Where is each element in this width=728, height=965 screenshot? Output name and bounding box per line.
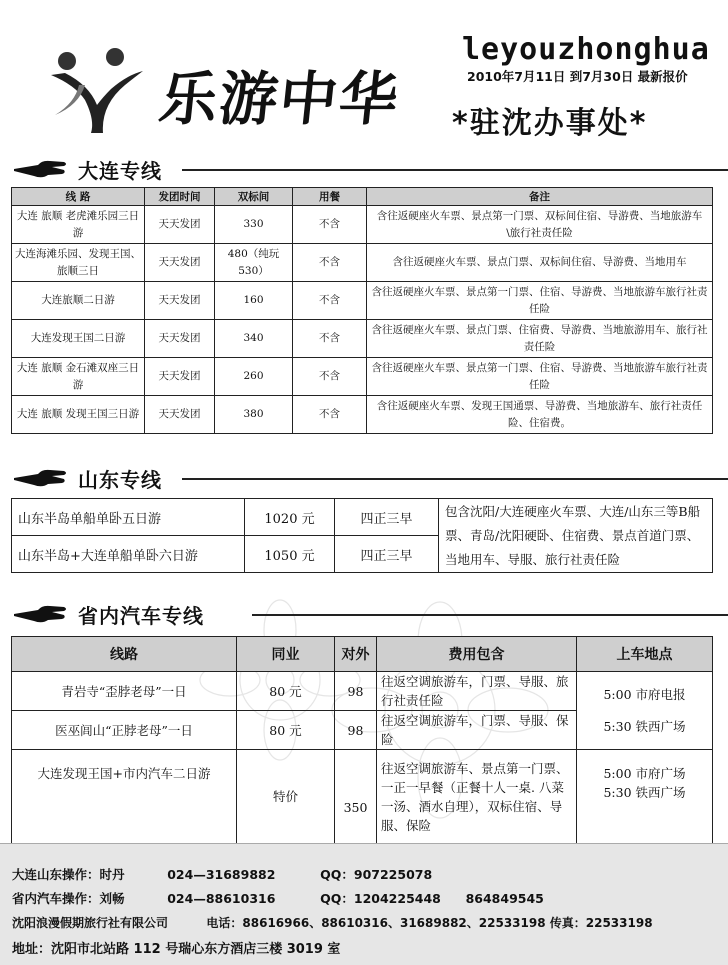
- qq-number: QQ：1204225448: [320, 891, 441, 906]
- time-cell: 天天发团: [145, 320, 215, 358]
- remark-cell: 含往返硬座火车票、景点门票、住宿费、导游费、当地旅游用车、旅行社责任险: [367, 320, 713, 358]
- time-cell: 天天发团: [145, 396, 215, 434]
- phone-number: 024—88610316: [167, 891, 276, 906]
- price-cell: 160: [215, 282, 293, 320]
- time-cell: 天天发团: [145, 282, 215, 320]
- remark-cell: 含往返硬座火车票、景点第一门票、住宿、导游费、当地旅游车旅行社责任险: [367, 358, 713, 396]
- public-price-cell: 98: [335, 711, 377, 750]
- pointing-hand-icon: [12, 467, 68, 489]
- pickup-cell: [577, 672, 713, 750]
- col-header-price: 双标间: [215, 188, 293, 206]
- price-cell: 480（纯玩 530）: [215, 244, 293, 282]
- table-row: [12, 499, 713, 536]
- contact-row-2: [12, 889, 544, 907]
- divider-line: [182, 169, 728, 171]
- pointing-hand-icon: [12, 603, 68, 625]
- col-header-route: 线 路: [12, 188, 145, 206]
- remark-cell: 含往返硬座火车票、景点门票、双标间住宿、导游费、当地用车: [367, 244, 713, 282]
- section-header-province: [12, 599, 728, 629]
- meal-cell: 不含: [293, 244, 367, 282]
- office-title: *驻沈办事处*: [452, 106, 648, 141]
- meal-cell: 四正三早: [335, 499, 439, 536]
- public-price-cell: 350: [335, 750, 377, 844]
- peer-price-cell: 80 元: [237, 672, 335, 711]
- meal-cell: 四正三早: [335, 536, 439, 573]
- route-cell: 大连海滩乐园、发现王国、旅顺三日: [12, 244, 145, 282]
- price-cell: 380: [215, 396, 293, 434]
- route-cell: 山东半岛单船单卧五日游: [12, 499, 245, 536]
- route-cell: 大连 旅顺 老虎滩乐园三日游: [12, 206, 145, 244]
- remark-cell: 包含沈阳/大连硬座火车票、大连/山东三等B船票、青岛/沈阳硬卧、住宿费、景点首道门票、当地用车、导服、旅行社责任险: [439, 499, 713, 573]
- shandong-price-table: [11, 498, 713, 573]
- table-row: [12, 358, 713, 396]
- table-row: [12, 282, 713, 320]
- table-row: [12, 206, 713, 244]
- col-header-route: 线路: [12, 637, 237, 672]
- price-dateline: 2010年7月11日 到7月30日 最新报价: [467, 69, 688, 84]
- brand-pinyin: leyouzhonghua: [462, 32, 710, 67]
- table-row: [12, 750, 713, 844]
- col-header-included: 费用包含: [377, 637, 577, 672]
- divider-line: [182, 478, 728, 480]
- company-name: 沈阳浪漫假期旅行社有限公司: [12, 916, 169, 930]
- peer-price-cell: 特价: [237, 750, 335, 844]
- col-header-time: 发团时间: [145, 188, 215, 206]
- table-row: [12, 320, 713, 358]
- route-cell: 大连 旅顺 发现王国三日游: [12, 396, 145, 434]
- contact-row-4: [12, 938, 340, 957]
- time-cell: 天天发团: [145, 358, 215, 396]
- route-cell: 大连 旅顺 金石滩双座三日游: [12, 358, 145, 396]
- contact-row-1: [12, 865, 432, 883]
- route-cell: 医巫闾山“正脖老母”一日: [12, 711, 237, 750]
- meal-cell: 不含: [293, 206, 367, 244]
- route-cell: 大连发现王国+市内汽车二日游: [12, 750, 237, 844]
- province-bus-table: [11, 636, 713, 844]
- contact-row-3: [12, 914, 653, 931]
- table-row: [12, 244, 713, 282]
- route-cell: 大连旅顺二日游: [12, 282, 145, 320]
- remark-cell: 含往返硬座火车票、发现王国通票、导游费、当地旅游车、旅行社责任险、住宿费。: [367, 396, 713, 434]
- route-cell: 山东半岛+大连单船单卧六日游: [12, 536, 245, 573]
- qq-number-2: 864849545: [465, 891, 544, 906]
- phone-number: 024—31689882: [167, 867, 276, 882]
- brand-title: 乐游中华: [155, 65, 404, 133]
- price-cell: 1020 元: [245, 499, 335, 536]
- table-row: [12, 672, 713, 711]
- route-cell: 大连发现王国二日游: [12, 320, 145, 358]
- remark-cell: 含往返硬座火车票、景点第一门票、双标间住宿、导游费、当地旅游车\旅行社责任险: [367, 206, 713, 244]
- price-cell: 1050 元: [245, 536, 335, 573]
- time-cell: 天天发团: [145, 244, 215, 282]
- peer-price-cell: 80 元: [237, 711, 335, 750]
- operator-label: 大连山东操作：时丹: [12, 867, 125, 882]
- remark-cell: 含往返硬座火车票、景点第一门票、住宿、导游费、当地旅游车旅行社责任险: [367, 282, 713, 320]
- divider-line: [252, 614, 728, 616]
- qq-number: QQ：907225078: [320, 867, 433, 882]
- meal-cell: 不含: [293, 396, 367, 434]
- table-header-row: [12, 637, 713, 672]
- address: 地址：沈阳市北站路 112 号瑞心东方酒店三楼 3019 室: [12, 942, 341, 957]
- table-row: [12, 396, 713, 434]
- section-title-dalian: 大连专线: [78, 158, 162, 183]
- pickup-time: 5:00 市府广场: [603, 766, 686, 781]
- public-price-cell: 98: [335, 672, 377, 711]
- col-header-pickup: 上车地点: [577, 637, 713, 672]
- section-header-dalian: [12, 154, 728, 184]
- meal-cell: 不含: [293, 320, 367, 358]
- included-cell: 往返空调旅游车，门票、导服、旅行社责任险: [377, 672, 577, 711]
- logo-icon: [45, 45, 145, 135]
- price-cell: 260: [215, 358, 293, 396]
- included-cell: 往返空调旅游车，门票、导服、保险: [377, 711, 577, 750]
- phone-fax: 电话：88616966、88610316、31689882、22533198 传真：22533198: [206, 916, 653, 930]
- col-header-meal: 用餐: [293, 188, 367, 206]
- dalian-price-table: [11, 187, 713, 434]
- price-cell: 340: [215, 320, 293, 358]
- meal-cell: 不含: [293, 282, 367, 320]
- price-cell: 330: [215, 206, 293, 244]
- pickup-time: 5:00 市府电报: [603, 686, 686, 702]
- operator-label: 省内汽车操作：刘畅: [12, 891, 125, 906]
- pickup-time: 5:30 铁西广场: [603, 718, 686, 734]
- pickup-time: 5:30 铁西广场: [603, 785, 686, 800]
- col-header-peer: 同业: [237, 637, 335, 672]
- table-header-row: [12, 188, 713, 206]
- meal-cell: 不含: [293, 358, 367, 396]
- contact-footer: [0, 843, 728, 965]
- pointing-hand-icon: [12, 158, 68, 180]
- included-cell: 往返空调旅游车、景点第一门票、一正一早餐（正餐十人一桌. 八菜一汤、酒水自理），双标住宿、导服、保险: [377, 750, 577, 844]
- section-header-shandong: [12, 463, 728, 493]
- col-header-remark: 备注: [367, 188, 713, 206]
- section-title-province: 省内汽车专线: [78, 603, 204, 628]
- pickup-cell: [577, 750, 713, 844]
- route-cell: 青岩寺“歪脖老母”一日: [12, 672, 237, 711]
- section-title-shandong: 山东专线: [78, 467, 162, 492]
- time-cell: 天天发团: [145, 206, 215, 244]
- col-header-public: 对外: [335, 637, 377, 672]
